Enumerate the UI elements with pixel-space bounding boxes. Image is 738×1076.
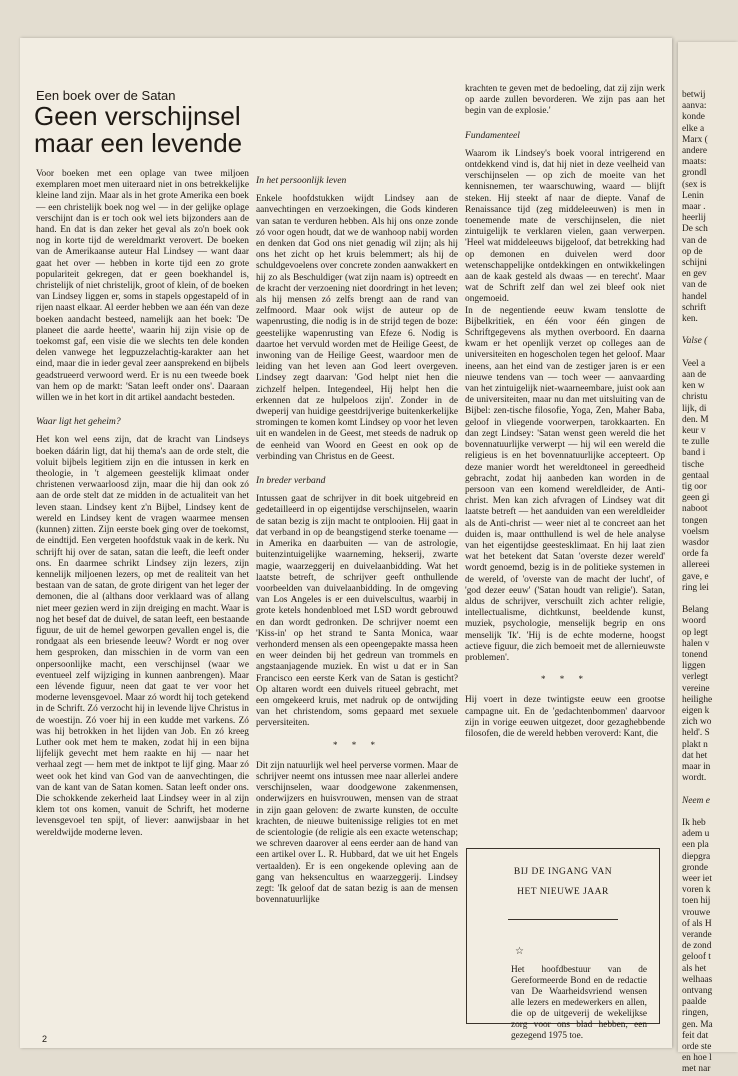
next-page-line: ontvang [682, 986, 713, 996]
article-kicker: Een boek over de Satan [36, 88, 176, 103]
notice-title-line2: HET NIEUWE JAAR [517, 887, 609, 897]
column-3 [465, 84, 665, 740]
body-paragraph: krachten te geven met de bedoeling, dat zij zijn werk op aarde zullen bevorderen. We zijn pas aan het begin van de explosie.' [465, 84, 665, 117]
next-page-line: naboot [682, 504, 708, 515]
next-page-line: den. M [682, 414, 709, 425]
section-divider: * * * [333, 739, 381, 750]
next-page-line: Ik heb [682, 818, 706, 828]
next-page-line: verande [682, 930, 712, 940]
body-paragraph: Dit zijn natuurlijk wel heel perverse vormen. Maar de schrijver neemt ons intussen mee naar allerlei andere verschijnselen, waar doodgewone zakenmensen, onderwijzers en huisvrouwen, mensen van de straat in zijn gaan geloven: de zwarte kunsten, de occulte krachten, de nieuwe buitenissige religies tot en met de scientologie (de religie als een exacte wetenschap; we schreven daarover al eens eerder aan de hand van een artikel over L. R. Hubbard, dat we uit het Engels vertaalden). Er is een ongekende opleving aan de gang van heksencultus en waarzeggerij. Lindsey zegt: 'Ik geloof dat de satan bezig is aan de mensen bovennatuurlijke [256, 760, 458, 906]
next-page-line: adem u [682, 829, 710, 840]
next-page-line: met nar [682, 1064, 711, 1075]
next-page-line: grondl [682, 168, 707, 179]
next-page-line: allereei [682, 560, 710, 571]
next-page-line: andere [682, 146, 707, 156]
next-page-line: als het [682, 963, 707, 974]
next-page-line: band i [682, 448, 706, 459]
next-page-line: betwij [682, 90, 706, 100]
page-number: 2 [42, 1034, 48, 1044]
subheading-geheim: Waar ligt het geheim? [36, 416, 121, 428]
next-page-line: of als H [682, 918, 712, 929]
column-1 [36, 169, 249, 839]
next-page-line: (sex is [682, 179, 707, 190]
next-page-line: elke a [682, 123, 705, 134]
next-page-line: gronde [682, 862, 709, 873]
next-page-line: vrouwe [682, 907, 711, 918]
next-page-line: liggen [682, 661, 706, 672]
next-page-line: geen gi [682, 493, 710, 504]
next-page-line: ring lei [682, 582, 709, 593]
next-page-line: plakt n [682, 739, 708, 750]
next-page-line: paalde [682, 997, 707, 1008]
next-page-line: Valse ( [682, 336, 708, 347]
next-page-line: lijk, di [682, 403, 707, 414]
next-page-line: konde [682, 112, 705, 123]
body-paragraph: Hij voert in deze twintigste eeuw een grootse campagne uit. En de 'gedachtenbommen' daarvoor zijn in vorige eeuwen uitgezet, door gezaghebbende filosofen, die de wereld hebben veroverd: Kant, die [465, 695, 665, 739]
next-page-line: orde fa [682, 549, 709, 560]
next-page-line: Veel a [682, 358, 706, 369]
next-page-line: gave, e [682, 571, 709, 582]
next-page-line: maar in [682, 762, 711, 772]
article-headline: Geen verschijnsel maar een levende [34, 101, 243, 158]
next-page-line: wasdor [682, 538, 710, 548]
next-page-line: tongen [682, 515, 708, 526]
next-page-line: aanva: [682, 101, 707, 112]
next-page-line: De sch [682, 224, 708, 235]
next-page-line: een pla [682, 840, 709, 851]
next-page-line: tonend [682, 650, 708, 660]
next-page-line: tig oor [682, 482, 707, 492]
next-page-line: te zulle [682, 437, 710, 448]
magazine-page [20, 38, 672, 1048]
next-page-line: ken. [682, 314, 698, 324]
next-page-line: weer iet [682, 874, 712, 884]
next-page-line: maats: [682, 157, 707, 168]
next-page-line: ken w [682, 381, 705, 392]
next-page-line: maar . [682, 202, 706, 212]
next-page-line: vereine [682, 683, 710, 694]
next-page-line: held'. S [682, 728, 710, 739]
new-year-notice-box [466, 848, 660, 1041]
next-page-line: voelsm [682, 526, 710, 537]
next-page-line: gentaal [682, 470, 710, 481]
next-page-line: dat het [682, 750, 708, 761]
next-page-line: gen. Ma [682, 1019, 713, 1030]
next-page-line: van de [682, 280, 707, 291]
body-paragraph: Intussen gaat de schrijver in dit boek uitgebreid en gedetailleerd in op eigentijdse verschijnselen, waarin de satan bezig is zijn macht te ontplooien. Hij gaat in dat verband in op de beangstigend sterke toename — in Amerika en daarbuiten — van de astrologie, buitenzintuigelijke waarneming, hekserij, zwarte magie, waarzeggerij en duivelaanbidding. Wat het laatste betreft, de schrijver geeft onthullende voorbeelden van duivelaanbidding. In de omgeving van Los Angeles is er een duivelscultus, waarbij in grote ketels hondenbloed met LSD wordt gebrouwd en dan wordt gedronken. De schrijver noemt een 'Kiss-in' op het strand te Santa Monica, waar verhonderd mensen als een opeengepakte massa heen en weer deinden bij het gedreun van trommels en angstaanjagende muziek. En wist u dat er in San Francisco een eerste Kerk van de Satan is gesticht? Op altaren wordt een duivels ritueel gebracht, met een omgekeerd kruis, met nadruk op de ontwijding van het christendom, soms gepaard met sexuele perversiteiten. [256, 494, 458, 729]
notice-message: Het hoofdbestuur van de Gereformeerde Bond en de redactie van De Waarheidsvriend wensen alle lezers en medewerkers en allen, die op de uitgeverij de wekelijkse zorg voor ons blad hebben, een gezegend 1975 toe. [511, 965, 647, 1041]
next-page-line: diepgra [682, 851, 711, 862]
next-page-line: en gev [682, 269, 707, 280]
next-page-line: de zond [682, 941, 712, 952]
star-icon: ☆ [515, 946, 524, 957]
next-page-line: geloof t [682, 952, 711, 963]
subheading-breder: In breder verband [256, 475, 326, 487]
next-page-line: Lenin [682, 190, 704, 201]
next-page-line: tische [682, 459, 704, 470]
next-page-line: orde ste [682, 1042, 712, 1052]
next-page-edge [678, 42, 738, 1075]
subheading-persoonlijk: In het persoonlijk leven [256, 175, 347, 186]
next-page-line: handel [682, 291, 707, 302]
next-page-line: toen hij [682, 896, 711, 907]
next-page-line: wordt. [682, 773, 707, 784]
subheading-fundamenteel: Fundamenteel [465, 129, 520, 141]
next-page-line: halen v [682, 638, 710, 649]
next-page-line: voren k [682, 885, 711, 896]
next-page-line: ringen, [682, 1008, 709, 1019]
notice-divider [508, 919, 618, 920]
body-paragraph: Het kon wel eens zijn, dat de kracht van Lindseys boeken dáárin ligt, dat hij thema's aan de orde stelt, die voluit bijbels legitiem zijn en die intussen in kerk en theologie, in 't algemeen geestelijk klimaat onder christenen verwaarloosd zijn, maar die hij dan ook zó aan de orde stelt dat ze midden in de actualiteit van het leven staan. Lindsey kent z'n Bijbel, Lindsey kent de wereld en Lindsey kent de vragen waarmee mensen (kunnen) zitten. Zijn eerste boek ging over de toekomst, de eindtijd. Een vergeten hoofdstuk vaak in de kerk. Nu schrijft hij over de satan, satan die leeft, die leeft onder ons. En daarmee schrikt Lindsey zijn lezers, zijn kennelijk miljoenen lezers, op met de realiteit van het bestaan van de satan, de grote dirigent van het leger der demonen, die al (althans door verklaard was of allang niet meer gezien werd in zijn dreiging en macht. Waar is nog het besef dat de duivel, de satan leeft, een bestaande figuur, de uit de hemel geworpen gevallen engel is, die rondgaat als een briesende leeuw? Wordt er nog over hem gesproken, dan misschien in de vorm van een onpersoonlijke macht, een verschijnsel (waar we eventueel zelf wijziging in kunnen aanbrengen). Maar een lévende figuur, neen dat gaat te ver voor het moderne levensgevoel. Maar zó wordt hij toch getekend in de Schrift. Zó verzocht hij in levende lijve Christus in de woestijn. Zó voer hij in een kudde met varkens. Zó was hij betrokken in het lijden van Job. En zó kreeg Luther ook met hem te maken, zodat hij in een bijna lijfelijk gevecht met hem raakte en hij — naar het verhaal zegt — hem met de inktpot te lijf ging. Maar zó weet ook het kind van God van de aanvechtingen, die van de kant van de Satan komen. Satan leeft onder ons. Die schokkende zekerheid laat Lindsey weer in al zijn klem tot ons komen, vanuit de Schrift, het moderne levensgevoel ten spijt, of liever: aanwijsbaar in het wereldwijde moderne leven. [36, 435, 249, 838]
intro-paragraph: Voor boeken met een oplage van twee miljoen exemplaren moet men uiteraard niet in ons betrekkelijke kleine land zijn. Maar als in het grote Amerika een boek — een christelijk boek nog wel — in der gelijke oplage verschijnt dan is er toch ook wel iets bijzonders aan de hand. En dat is dan zeker het geval als zo'n boek ook nog in korte tijd de wereldmarkt verovert. De boeken van de Amerikaanse auteur Hal Lindsey — want daar gaat het over — hebben in korte tijd een zo grote populariteit gekregen, dat er geen boekhandel is, christelijk of niet christelijk, groot of klein, of de boeken van Lindsey liggen er, soms in stapels opgestapeld of in rijen naast elkaar. Al eerder hebben we aan één van deze boeken aandacht besteed, namelijk aan het boek: 'De planeet die aarde heette', waarin hij zijn visie op de toekomst gaf, een visie die we slechts ten dele konden delen vanwege het legpuzzelachtig-karakter aan het eind, maar die in ieder geval zeer aansprekend en bijbels geadstrueerd verwoord werd. Er is nu een tweede boek van hem op de markt: 'Satan leeft onder ons'. Daaraan willen we in het kort in dit artikel aandacht besteden. [36, 169, 249, 404]
next-page-line: feit dat [682, 1030, 709, 1041]
section-divider: * * * [541, 674, 589, 685]
next-page-line: heerlij [682, 213, 706, 224]
next-page-line: op de [682, 246, 703, 257]
next-page-line: schijni [682, 258, 707, 268]
next-page-line: van de [682, 235, 707, 246]
next-page-line: heilighe [682, 694, 713, 705]
body-paragraph: Waarom ik Lindsey's boek vooral intrigerend en ontdekkend vind is, dat hij niet in deze veelheid van verschijnselen — op zich de moeite van het kennisnemen, ter waarschuwing, waard — blijft steken. Hij steekt af naar de diepte. Vanaf de Renaissance tijd (zeg middeleeuwen) is men in toenemende mate de verschijnselen, die niet zintuigelijk te verklaren vielen, gaan verwerpen. 'Heel wat middeleeuws bijgeloof, dat betrekking had op demonen en duivelen werd door wetenschappelijke ontdekkingen en ontwikkelingen aan de kaak gesteld als dwaas — en terecht'. Maar wat de Schrift zelf dan wel zei bleef ook niet ongemoeid. [465, 148, 665, 305]
body-paragraph: In de negentiende eeuw kwam tenslotte de Bijbelkritiek, en één voor één gingen de Schriftgegevens als mythen overboord. En daarna kwam er het openlijk verzet op colleges aan de universiteiten en hogescholen tegen het geloof. Maar ineens, aan het eind van de zestiger jaren is er een nieuwe tendens van — toch weer — aanvaarding van het zintuigelijk niet-waarneembare, juist ook aan de universiteiten, maar nu dan met uitsluiting van de Bijbel: zen-tische filosofie, Yoga, Zen, Maher Baba, geloof in vliegende voorwerpen, tarokkaarten. En dan zegt Lindsey: 'Satan wenst geen wereld die het bovennatuurlijke verwerpt — hij wil een wereld die religieus is en het bovennatuurlijke accepteert. Op deze manier wordt het wereldtoneel in gereedheid gebracht, zodat hij aanbeden kan worden in de persoon van een komend wereldleider, de Anti-christ. Men kan zich afvragen of Lindsey wat dit laatste betreft — het aanduiden van een wereldleider als de Anti-christ — weer niet al te concreet aan het duiden is, maar ontthullend is wel de hele analyse van het eigentijdse geestesklimaat. En hij laat zien wat het betekent dat Satan 'overste dezer wereld' wordt genoemd, bezig is in de politieke systemen in de wereld, of 'overste van de macht der lucht', of 'god dezer eeuw' ('Satan houdt van religie'). Satan, aldus de schrijver, verschuilt zich achter religie, intellectualisme, dichtkunst, beeldende kunst, muziek, psychologie, menselijk begrip en ons menselijk 'Ik'. 'Hij is de echte moderne, hoogst actieve figuur, die zich bemoeit met de allernieuwste problemen'. [465, 305, 665, 663]
next-page-line: christu [682, 392, 708, 403]
next-page-line: Marx ( [682, 134, 708, 145]
next-page-line: en hoe l [682, 1053, 712, 1064]
next-page-line: Belang [682, 605, 709, 616]
notice-title-line1: BIJ DE INGANG VAN [513, 867, 613, 877]
body-paragraph: Enkele hoofdstukken wijdt Lindsey aan de aanvechtingen en verzoekingen, die Gods kinderen van satan te verduren hebben. Als hij ons onze zonde zó voor ogen houdt, dat we de wanhoop nabij worden en denken dat God ons niet genadig wil zijn; als hij ons het zicht op het kruis belemmert; als hij de schuldgevoelens over concrete zonden aanwakkert en hij zo als Beschuldiger (wat zijn naam is) optreedt en de kracht der verzoening niet doordringt in het leven; als hij mensen zó zelfs brengt aan de rand van zelfmoord. Maar ook wijst de auteur op de wapenrusting, die nodig is in de strijd tegen de boze: geestelijke wapenrusting van Efeze 6. Nodig is daartoe het vervuld worden met de Heilige Geest, de inwoning van de Heilige Geest, waardoor men de leiding van het leven aan God leert overgeven. Lindsey zegt daarvan: 'God helpt niet hen die zichzelf helpen. Integendeel, Hij helpt hen die erkennen dat ze hulpeloos zijn'. Zonder in de dweperij van huidige geestdrijverige buitenkerkelijke stromingen te komen komt Lindsey op voor het leven uit en wandelen in de Geest, met steeds de nadruk op de eenheid van Woord en Geest en ook op de verbinding van Christus en de Geest. [256, 194, 458, 462]
next-page-line: zich wo [682, 717, 712, 728]
next-page-line: Neem e [682, 795, 710, 806]
next-page-line: verlegt [682, 672, 709, 683]
next-page-line: op legt [682, 627, 708, 638]
column-2 [256, 169, 458, 906]
next-page-line: woord [682, 616, 706, 627]
next-page-line: welhaas [682, 974, 713, 985]
next-page-line: keur v [682, 426, 706, 436]
next-page-line: aan de [682, 370, 707, 380]
next-page-line: schrift [682, 302, 706, 313]
next-page-line: eigen k [682, 706, 710, 716]
